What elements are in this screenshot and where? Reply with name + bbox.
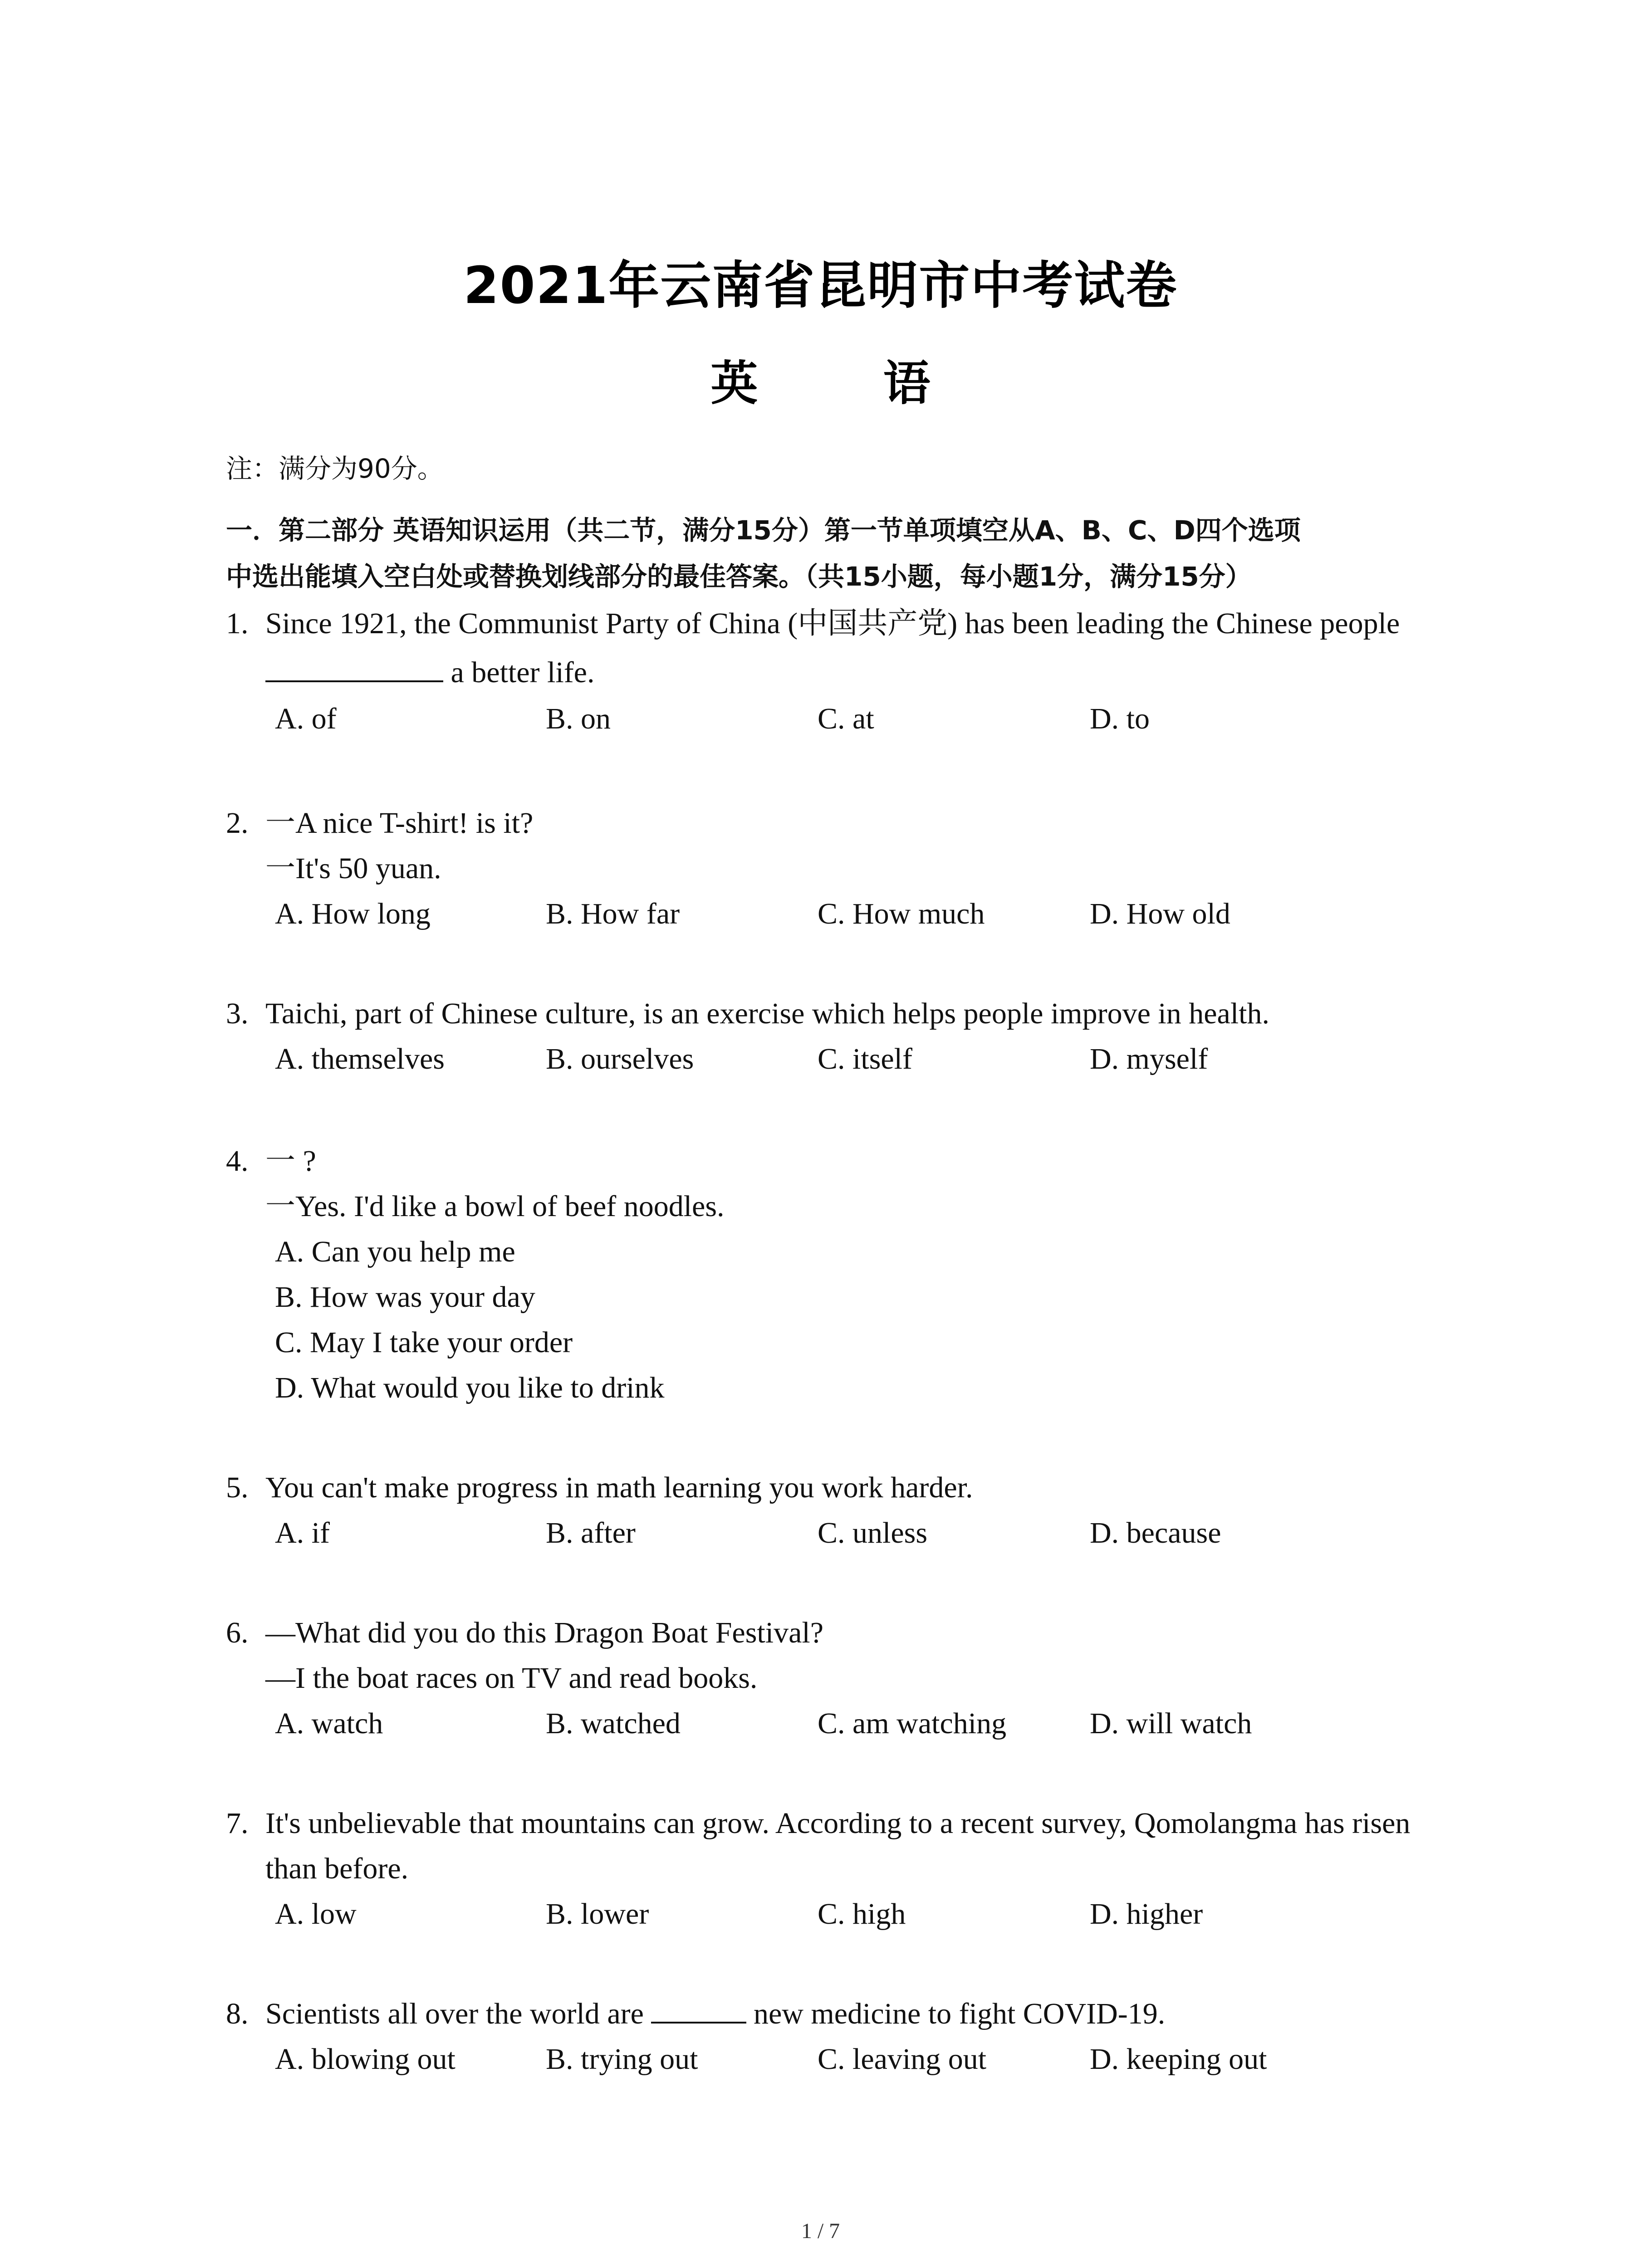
section-line-2: 中选出能填入空白处或替换划线部分的最佳答案。（共15小题，每小题1分，满分15分）	[226, 561, 1252, 592]
option-d: D. myself	[1090, 1042, 1208, 1075]
option-d: D. keeping out	[1090, 2043, 1267, 2076]
option-a: A. of	[275, 702, 337, 735]
option-a: A. blowing out	[275, 2043, 456, 2076]
question-number: 6.	[226, 1616, 249, 1649]
option-d: D. How old	[1090, 897, 1230, 930]
option-c: C. am watching	[818, 1707, 1007, 1740]
option-a: A. low	[275, 1897, 357, 1931]
option-b: B. How far	[546, 897, 680, 930]
option-d: D. higher	[1090, 1897, 1203, 1931]
question-text-continued: than before.	[265, 1852, 409, 1885]
question-text: Since 1921, the Communist Party of China (中国共产党) has been leading the Chinese people	[265, 607, 1400, 640]
answer-blank	[265, 653, 443, 682]
question-text-continued	[265, 652, 594, 693]
question-text: Taichi, part of Chinese culture, is an exercise which helps people improve in health.	[265, 997, 1269, 1030]
option-c: C. How much	[818, 897, 985, 930]
section-instructions	[226, 507, 1451, 600]
option-a: A. Can you help me	[275, 1235, 515, 1268]
option-b: B. ourselves	[546, 1042, 694, 1075]
question-number: 3.	[226, 997, 249, 1030]
question-text-tail: a better life.	[443, 656, 595, 689]
question-text: 一A nice T-shirt! is it?	[265, 807, 534, 840]
answer-blank	[651, 1994, 746, 2024]
option-a: A. if	[275, 1516, 330, 1549]
question-text: 一 ?	[265, 1144, 316, 1178]
option-a: A. watch	[275, 1707, 383, 1740]
question-text: It's unbelievable that mountains can grow. According to a recent survey, Qomolangma has risen	[265, 1807, 1411, 1840]
option-a: A. themselves	[275, 1042, 445, 1075]
section-line-1: 一．第二部分 英语知识运用（共二节，满分15分）第一节单项填空从A、B、C、D四个选项	[226, 515, 1301, 546]
exam-title: 2021年云南省昆明市中考试卷	[463, 256, 1178, 315]
question-text-continued: 一Yes. I'd like a bowl of beef noodles.	[265, 1190, 725, 1223]
question-text: You can't make progress in math learning you work harder.	[265, 1471, 973, 1504]
page-number: 1 / 7	[801, 2219, 840, 2243]
option-c: C. leaving out	[818, 2043, 987, 2076]
option-a: A. How long	[275, 897, 431, 930]
question-text-tail: new medicine to fight COVID-19.	[753, 1997, 1166, 2030]
option-c: C. itself	[818, 1042, 912, 1075]
option-c: C. high	[818, 1897, 906, 1931]
option-d: D. will watch	[1090, 1707, 1252, 1740]
score-note: 注：满分为90分。	[226, 453, 444, 484]
question-text	[265, 1994, 1165, 2034]
question-number: 4.	[226, 1144, 249, 1178]
option-c: C. unless	[818, 1516, 928, 1549]
question-text-continued: —I the boat races on TV and read books.	[265, 1662, 758, 1695]
subject-title: 英 语	[710, 356, 985, 411]
option-b: B. How was your day	[275, 1281, 535, 1314]
question-number: 5.	[226, 1471, 249, 1504]
question-number: 1.	[226, 607, 249, 640]
question-number: 8.	[226, 1997, 249, 2030]
question-text: —What did you do this Dragon Boat Festival?	[265, 1616, 823, 1649]
question-text-continued: 一It's 50 yuan.	[265, 852, 441, 885]
option-d: D. What would you like to drink	[275, 1371, 665, 1404]
option-c: C. May I take your order	[275, 1326, 573, 1359]
option-b: B. lower	[546, 1897, 649, 1931]
option-d: D. because	[1090, 1516, 1221, 1549]
question-number: 7.	[226, 1807, 249, 1840]
option-b: B. on	[546, 702, 611, 735]
question-number: 2.	[226, 807, 249, 840]
option-b: B. trying out	[546, 2043, 698, 2076]
option-d: D. to	[1090, 702, 1150, 735]
option-b: B. after	[546, 1516, 636, 1549]
option-c: C. at	[818, 702, 874, 735]
option-b: B. watched	[546, 1707, 681, 1740]
question-text-head: Scientists all over the world are	[265, 1997, 644, 2030]
